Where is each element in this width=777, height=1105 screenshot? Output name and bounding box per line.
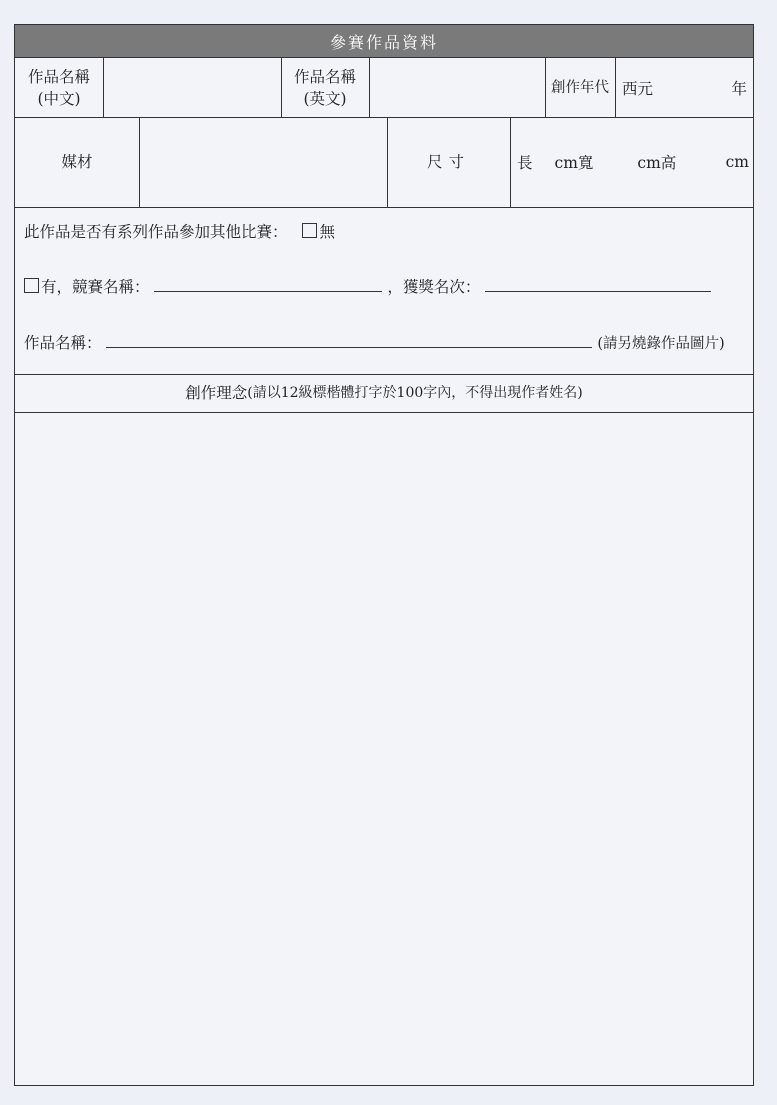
year-label: 創作年代	[551, 79, 609, 96]
size-length: 長	[517, 154, 533, 172]
concept-label: 創作理念	[185, 384, 248, 402]
series-yes-row	[24, 275, 746, 297]
year-suffix: 年	[731, 79, 747, 98]
size-label: 尺寸	[426, 153, 470, 171]
medium-label: 媒材	[61, 153, 93, 171]
work-name-label: 作品名稱：	[24, 334, 102, 352]
name-en-label-line2: (英文)	[303, 89, 347, 108]
size-field[interactable]	[511, 117, 753, 207]
size-cm-height: cm高	[637, 154, 677, 172]
name-zh-field[interactable]	[104, 58, 281, 117]
name-en-label-line1: 作品名稱	[293, 67, 356, 86]
form-title: 參賽作品資料	[15, 25, 753, 58]
medium-field[interactable]	[140, 117, 387, 207]
work-name-line[interactable]	[106, 331, 592, 348]
name-en-label	[281, 58, 369, 117]
series-question: 此作品是否有系列作品參加其他比賽：	[24, 223, 288, 241]
series-question-row	[24, 220, 335, 242]
checkbox-no[interactable]	[302, 223, 317, 238]
concept-header	[15, 374, 753, 412]
burn-note: (請另燒錄作品圖片)	[597, 336, 725, 352]
concept-textarea[interactable]	[15, 413, 753, 1085]
name-en-field[interactable]	[370, 58, 545, 117]
size-cm-width: cm寬	[554, 154, 594, 172]
size-cm: cm	[725, 153, 749, 171]
option-no-label: 無	[319, 223, 335, 241]
award-label: ，獲獎名次：	[387, 278, 481, 296]
year-prefix: 西元	[622, 79, 654, 98]
competition-name-line[interactable]	[154, 275, 382, 292]
divider	[15, 207, 753, 208]
name-zh-label	[15, 58, 103, 117]
option-yes-label: 有，競賽名稱：	[41, 278, 150, 296]
year-field[interactable]	[616, 58, 753, 117]
entry-form	[14, 24, 754, 1086]
work-name-row	[24, 331, 746, 353]
checkbox-yes[interactable]	[24, 278, 39, 293]
name-zh-label-line2: (中文)	[37, 89, 81, 108]
award-rank-line[interactable]	[485, 275, 711, 292]
concept-note: (請以12級標楷體打字於100字內，不得出現作者姓名)	[247, 385, 583, 401]
name-zh-label-line1: 作品名稱	[27, 67, 90, 86]
